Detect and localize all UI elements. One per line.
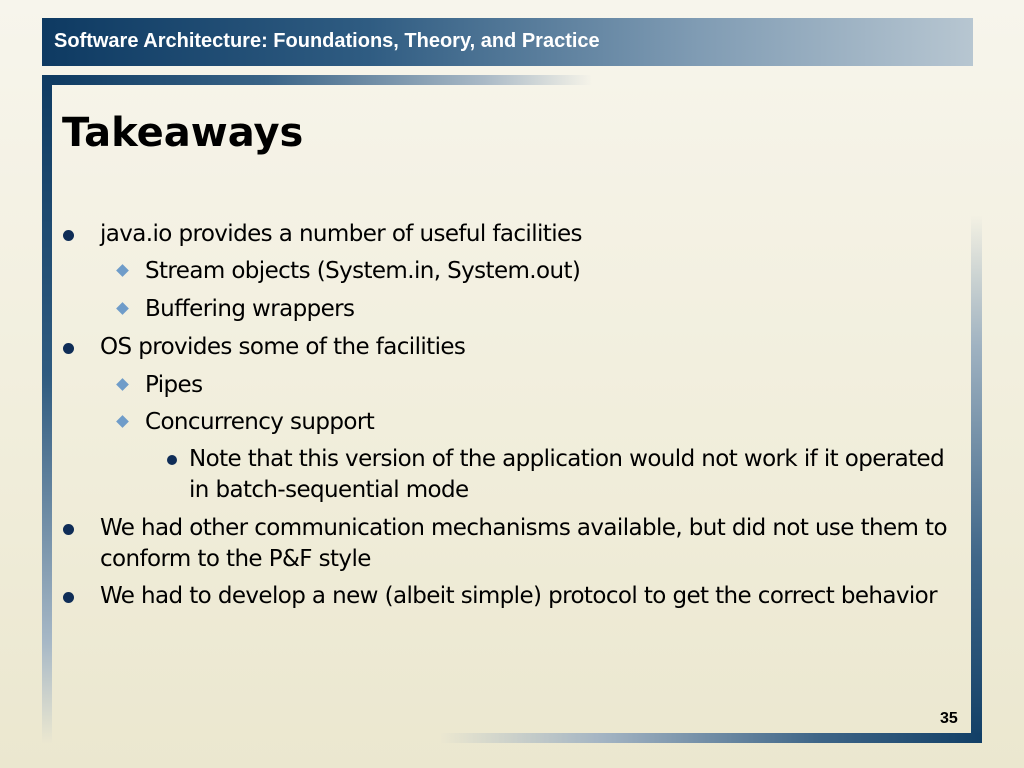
- bullet-item: OS provides some of the facilities: [100, 334, 466, 360]
- bullet-dot-icon: [63, 230, 74, 241]
- bullet-item: We had other communication mechanisms available, but did not use them to conform to the P&F style: [100, 515, 947, 572]
- bottom-frame-bar: [440, 733, 982, 743]
- slide-title: Takeaways: [62, 110, 304, 156]
- bullet-dot-icon: [63, 343, 74, 354]
- bullet-diamond-icon: [116, 264, 129, 277]
- slide-number: 35: [940, 710, 958, 727]
- bullet-item: We had to develop a new (albeit simple) protocol to get the correct behavior: [100, 583, 937, 609]
- bullet-item: Pipes: [145, 372, 203, 398]
- bullet-diamond-icon: [116, 302, 129, 315]
- bullet-item: Concurrency support: [145, 409, 375, 435]
- bullet-diamond-icon: [116, 378, 129, 391]
- course-title: Software Architecture: Foundations, Theory, and Practice: [54, 30, 600, 52]
- slide-header-bar: [42, 18, 973, 66]
- bullet-item: Note that this version of the application would not work if it operated in batch-sequential mode: [189, 446, 945, 503]
- right-frame-bar: [971, 215, 982, 743]
- bullet-item: Stream objects (System.in, System.out): [145, 258, 581, 284]
- bullet-item: java.io provides a number of useful facilities: [100, 221, 582, 247]
- bullet-item: Buffering wrappers: [145, 296, 355, 322]
- left-frame-bar: [42, 75, 52, 743]
- bullet-dot-icon: [63, 524, 74, 535]
- bullet-diamond-icon: [116, 415, 129, 428]
- bullet-dot-icon: [63, 592, 74, 603]
- top-frame-bar: [52, 75, 592, 85]
- bullet-dot-icon: [167, 455, 177, 465]
